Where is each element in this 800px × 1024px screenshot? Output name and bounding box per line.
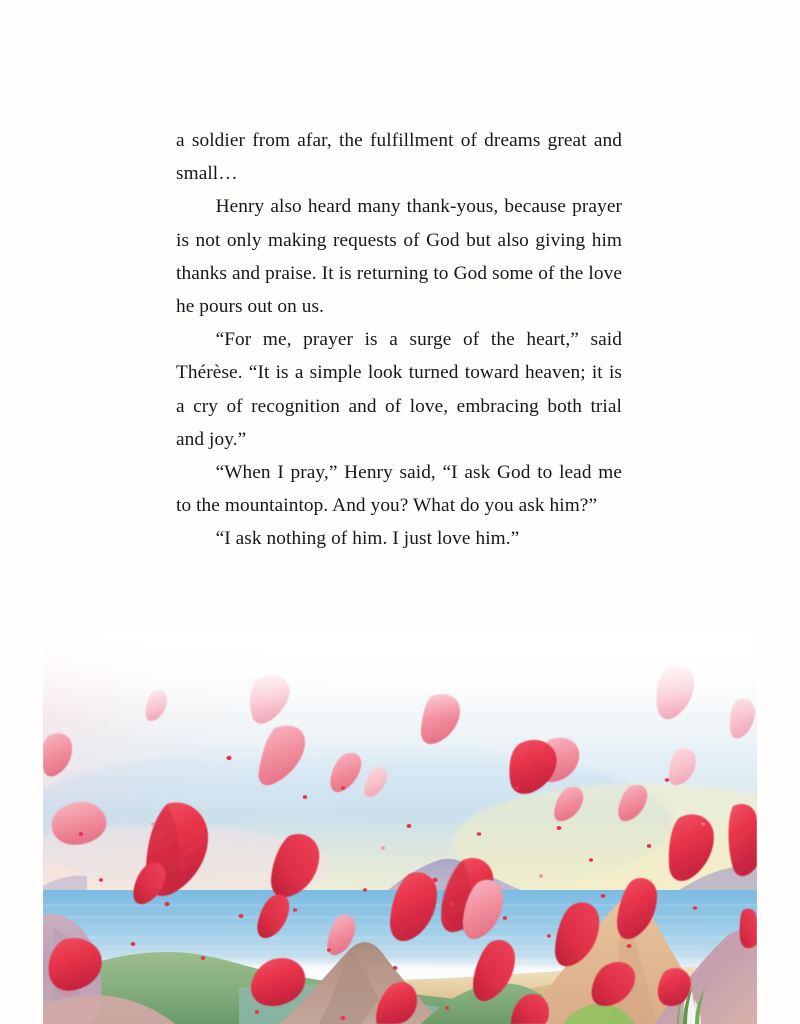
petal — [729, 804, 758, 876]
paragraph-2: Henry also heard many thank-yous, because prayer is not only making requests of God but also giving him thanks and praise. It is returning to God some of the love he pours out on us. — [176, 196, 622, 318]
paragraph-4: “When I pray,” Henry said, “I ask God to lead me to the mountaintop. And you? What do you ask him?” — [176, 462, 622, 517]
paragraph-1: a soldier from afar, the fulfillment of dreams great and small… — [176, 130, 622, 185]
paragraph-3: “For me, prayer is a surge of the heart,” said Thérèse. “It is a simple look turned toward heaven; it is a cry of recognition and of love, embracing both trial and joy.” — [176, 329, 622, 450]
page-text-block — [176, 124, 622, 556]
petal — [740, 909, 757, 949]
illustration-svg — [43, 628, 757, 1024]
paragraph-5: “I ask nothing of him. I just love him.” — [215, 528, 520, 550]
illustration-petals-seascape — [43, 628, 757, 1024]
